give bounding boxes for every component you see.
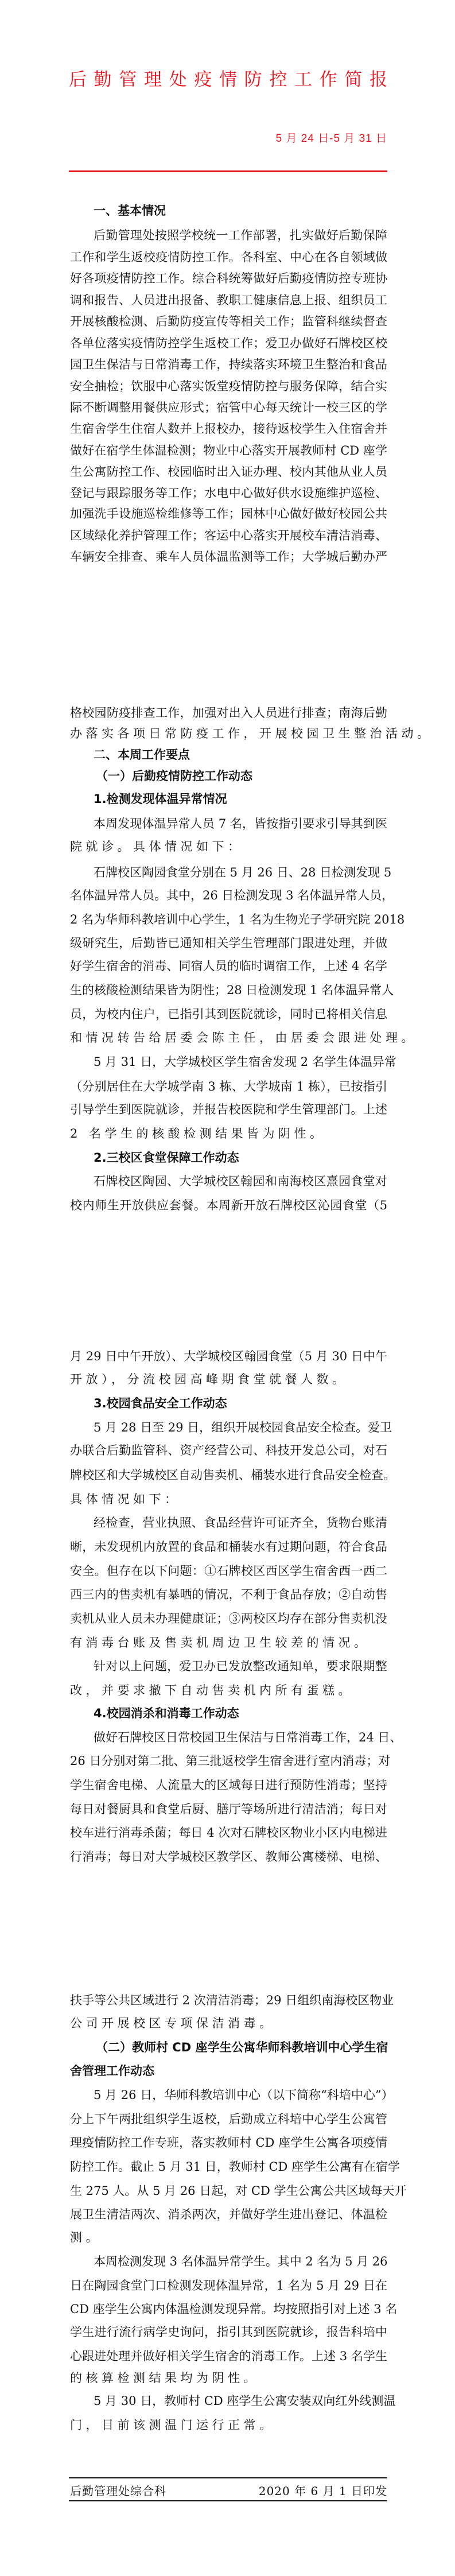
date-range: 5 月 24 日-5 月 31 日 [275, 133, 387, 145]
paragraph-line: 2 名学生的核酸检测结果皆为阴性。 [70, 1127, 326, 1140]
paragraph-line: 本周发现体温异常人员 7 名，皆按指引要求引导其到医 [94, 817, 387, 831]
paragraph-line: 加强洗手设施巡检维修等工作；园林中心做好做好校园公共 [70, 507, 387, 521]
paragraph-line: 行消毒；每日对大学城校区教学区、教师公寓楼梯、电梯、 [70, 1850, 387, 1864]
paragraph-line: 学生宿舍电梯、人流量大的区域每日进行预防性消毒；坚持 [70, 1778, 387, 1792]
paragraph-line: 门，目前该测温门运行正常。 [70, 2418, 275, 2432]
subsection-heading: 舍管理工作动态 [70, 2064, 154, 2078]
paragraph-line: 5 月 30 日，教师村 CD 座学生公寓安装双向红外线测温 [94, 2394, 396, 2408]
subsection-heading: （二）教师村 CD 座学生公寓华师科教培训中心学生宿 [96, 2040, 388, 2054]
section-heading: 2.三校区食堂保障工作动态 [94, 1151, 239, 1165]
paragraph-line: 牌校区和大学城校区自动售卖机、桶装水进行食品安全检查。 [70, 1468, 395, 1482]
section-heading: 3.校园食品安全工作动态 [94, 1396, 227, 1410]
paragraph-line: 际不断调整用餐供应形式；宿管中心每天统计一校三区的学 [70, 401, 387, 414]
paragraph-line: 有消毒台账及售卖机周边卫生较差的情况。 [70, 1636, 370, 1650]
footer-issuer: 后勤管理处综合科 [70, 2484, 166, 2498]
paragraph-line: 校内师生开放供应套餐。本周新开放石牌校区沁园食堂（5 [70, 1198, 387, 1212]
paragraph-line: 石牌校区陶园、大学城校区翰园和南海校区熹园食堂对 [94, 1174, 387, 1188]
paragraph-line: 改，并要求撤下自动售卖机内所有蛋糕。 [70, 1683, 354, 1697]
bulletin-title: 后勤管理处疫情防控工作简报 [69, 69, 387, 90]
paragraph-line: 晰，未发现机内放置的食品和桶装水有过期问题，符合食品 [70, 1540, 387, 1554]
paragraph-line: 区域绿化养护管理工作；客运中心落实开展校车清洁消毒、 [70, 529, 387, 542]
paragraph-line: 院就诊。具体情况如下： [70, 840, 244, 854]
paragraph-line: 安全。但存在以下问题：①石牌校区西区学生宿舍西一西二 [70, 1564, 387, 1578]
paragraph-line: 经检查，营业执照、食品经营许可证齐全，货物台账清 [94, 1516, 387, 1530]
section-heading: 二、本周工作要点 [94, 748, 190, 762]
paragraph-line: 学生进行流行病学史询问，指引其到医院就诊，报告科培中 [70, 2325, 387, 2339]
paragraph-line: 生 275 人。从 5 月 26 日起，对 CD 学生公寓公共区域每天开 [70, 2184, 407, 2198]
footer-top-rule [69, 2477, 387, 2478]
paragraph-line: 5 月 31 日，大学城校区学生宿舍发现 2 名学生体温异常 [94, 1055, 396, 1069]
paragraph-line: 26 日分别对第二批、第三批返校学生宿舍进行室内消毒；对 [70, 1754, 391, 1768]
paragraph-line: 西三内的售卖机有暴晒的情况，不利于食品存放；②自动售 [70, 1588, 387, 1601]
paragraph-line: 办联合后勤监管科、资产经营公司、科技开发总公司，对石 [70, 1444, 387, 1457]
paragraph-line: 生的核酸检测结果皆为阴性；28 日检测发现 1 名体温异常人 [70, 983, 394, 997]
paragraph-line: 登记与跟踪服务等工作；水电中心做好供水设施维护巡检、 [70, 486, 387, 500]
footer-issue-date: 2020 年 6 月 1 日印发 [258, 2484, 387, 2498]
paragraph-line: 工作和学生返校疫情防控工作。各科室、中心在各自领域做 [70, 250, 387, 264]
paragraph-line: CD 座学生公寓内体温检测发现异常。均按照指引对上述 3 名 [70, 2302, 398, 2316]
paragraph-line: 好学生宿舍的消毒、同宿人员的临时调宿工作，上述 4 名学 [70, 959, 387, 973]
paragraph-line: 5 月 26 日，华师科教培训中心（以下简称“科培中心”） [94, 2088, 394, 2102]
paragraph-line: 分上下午两批组织学生返校，后勤成立科培中心学生公寓管 [70, 2112, 387, 2126]
paragraph-line: （分别居住在大学城学南 3 栋、大学城南 1 栋），已按指引 [70, 1080, 387, 1093]
paragraph-line: 展卫生清洁两次、消杀两次，并做好学生进出登记、体温检 [70, 2208, 387, 2221]
footer-bottom-rule [69, 2500, 387, 2501]
paragraph-line: 办落实各项日常防疫工作，开展校园卫生整治活动。 [70, 727, 433, 740]
section-heading: 一、基本情况 [94, 204, 166, 218]
paragraph-line: 的核算检测结果均为阴性。 [70, 2371, 259, 2385]
paragraph-line: 具体情况如下： [70, 1492, 181, 1506]
paragraph-line: 扶手等公共区域进行 2 次清洁消毒；29 日组织南海校区物业 [70, 1993, 394, 2007]
paragraph-line: 园卫生保洁与日常消毒工作，持续落实环境卫生整治和食品 [70, 358, 387, 371]
section-heading: 4.校园消杀和消毒工作动态 [94, 1706, 239, 1720]
paragraph-line: 员，为校内住户，已指引其到医院就诊，同时已将相关信息 [70, 1007, 387, 1021]
paragraph-line: 防控工作。截止 5 月 31 日，教师村 CD 座学生公寓有在宿学 [70, 2160, 400, 2174]
paragraph-line: 校车进行消毒杀菌；每日 4 次对石牌校区物业小区内电梯进 [70, 1826, 387, 1840]
paragraph-line: 5 月 28 日至 29 日，组织开展校园食品安全检查。爱卫 [94, 1421, 392, 1434]
paragraph-line: 理疫情防控工作专班，落实教师村 CD 座学生公寓各项疫情 [70, 2136, 387, 2150]
paragraph-line: 和情况转告给居委会陈主任，由居委会跟进处理。 [70, 1031, 417, 1045]
header-divider [69, 170, 387, 172]
paragraph-line: 生宿舍学生住宿人数并上报校办，接待返校学生入住宿舍并 [70, 422, 387, 436]
paragraph-line: 公司开展校区专项保洁消毒。 [70, 2016, 275, 2030]
paragraph-line: 名体温异常人员。其中，26 日检测发现 3 名体温异常人员， [70, 889, 394, 902]
paragraph-line: 卖机从业人员未办理健康证；③两校区均存在部分售卖机没 [70, 1612, 387, 1625]
paragraph-line: 石牌校区陶园食堂分别在 5 月 26 日、28 日检测发现 5 [94, 866, 392, 879]
paragraph-line: 生公寓防控工作、校园临时出入证办理、校内其他从业人员 [70, 465, 387, 479]
paragraph-line: 月 29 日中午开放）、大学城校区翰园食堂（5 月 30 日中午 [70, 1349, 387, 1363]
paragraph-line: 本周检测发现 3 名体温异常学生。其中 2 名为 5 月 26 [94, 2255, 388, 2268]
paragraph-line: 开放），分流校园高峰期食堂就餐人数。 [70, 1372, 348, 1386]
paragraph-line: 级研究生，后勤皆已通知相关学生管理部门跟进处理，并做 [70, 936, 387, 950]
paragraph-line: 调和报告、人员进出报备、教职工健康信息上报、组织员工 [70, 293, 387, 307]
paragraph-line: 引导学生到医院就诊，并报告校医院和学生管理部门。上述 [70, 1103, 387, 1116]
paragraph-line: 心跟进处理并做好相关学生宿舍的消毒工作。上述 3 名学生 [70, 2349, 387, 2363]
paragraph-line: 后勤管理处按照学校统一工作部署，扎实做好后勤保障 [94, 228, 387, 242]
paragraph-line: 2 名为华师科教培训中心学生，1 名为生物光子学研究院 2018 [70, 913, 405, 926]
paragraph-line: 好各项疫情防控工作。综合科统筹做好后勤疫情防控专班协 [70, 271, 387, 285]
paragraph-line: 各单位落实疫情防控学生返校工作；爱卫办做好石牌校区校 [70, 336, 387, 350]
paragraph-line: 车辆安全排查、乘车人员体温监测等工作；大学城后勤办严 [70, 550, 387, 564]
paragraph-line: 格校园防疫排查工作，加强对出入人员进行排查；南海后勤 [70, 706, 387, 720]
subsection-heading: （一）后勤疫情防控工作动态 [96, 769, 252, 783]
paragraph-line: 开展核酸检测、后勤防疫宣传等相关工作；监管科继续督查 [70, 315, 387, 328]
paragraph-line: 日在陶园食堂门口检测发现体温异常，1 名为 5 月 29 日在 [70, 2279, 387, 2292]
section-heading: 1.检测发现体温异常情况 [94, 792, 227, 806]
paragraph-line: 安全抽检；饮服中心落实饭堂疫情防控与服务保障，结合实 [70, 379, 387, 393]
paragraph-line: 针对以上问题，爱卫办已发放整改通知单，要求限期整 [94, 1659, 387, 1673]
paragraph-line: 做好在宿学生体温检测；物业中心落实开展教师村 CD 座学 [70, 444, 387, 457]
paragraph-line: 每日对餐厨具和食堂后厨、膳厅等场所进行清洁消；每日对 [70, 1802, 387, 1816]
paragraph-line: 测。 [70, 2230, 102, 2244]
paragraph-line: 做好石牌校区日常校园卫生保洁与日常消毒工作，24 日、 [94, 1731, 402, 1744]
